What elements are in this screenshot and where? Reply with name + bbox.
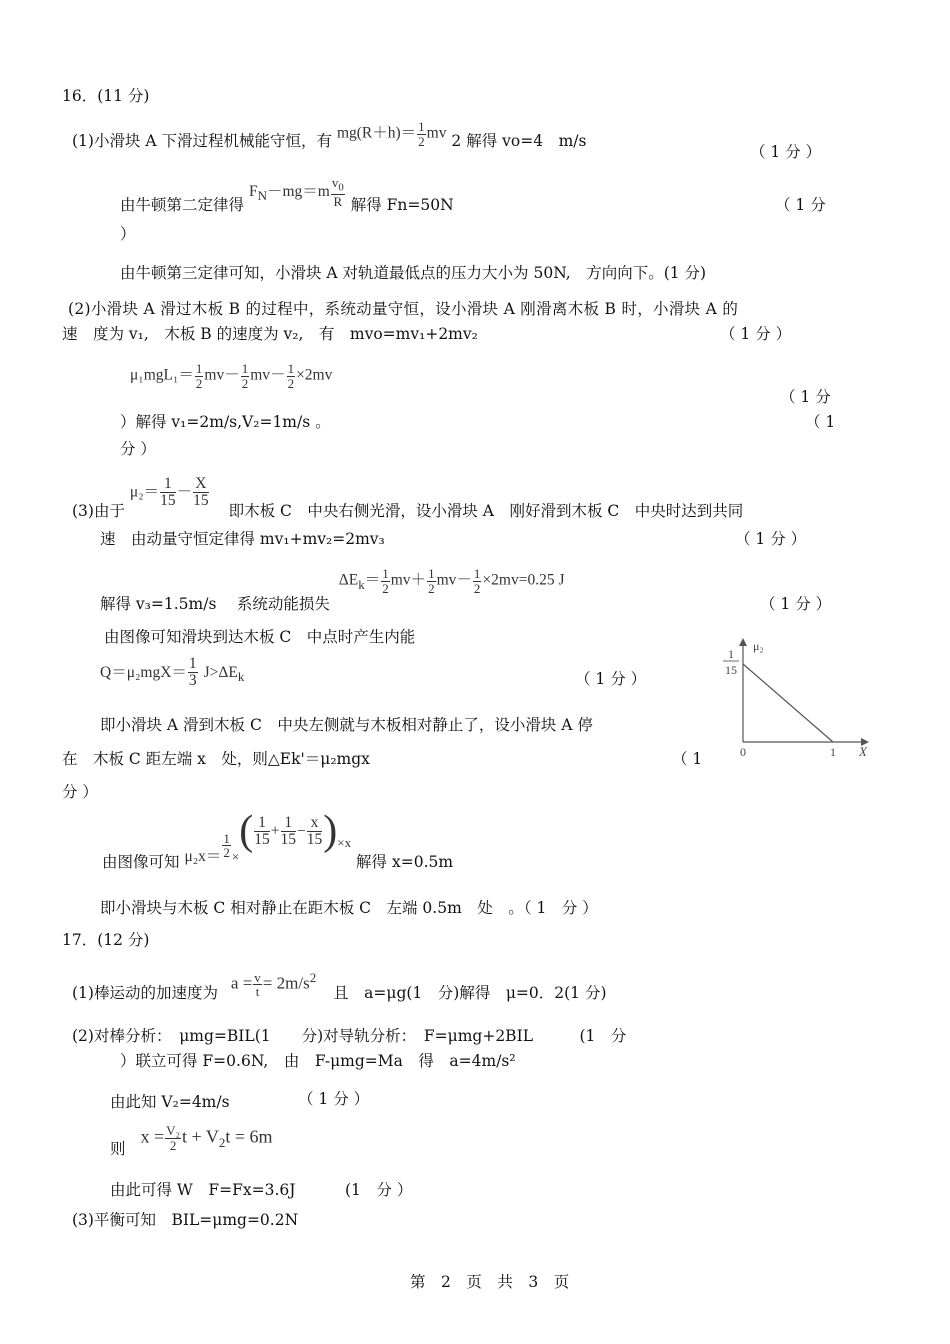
- q16-line-16-lead: 由图像可知: [102, 853, 180, 871]
- eq-t2: －: [224, 366, 240, 384]
- eq-minus: −: [297, 822, 306, 840]
- q17-line-1: [72, 969, 607, 1002]
- q16-score-2: （ 1 分: [775, 196, 826, 214]
- q16-line-14: 在 木板 C 距左端 x 处，则△Ek'＝μ₂mgx: [62, 750, 370, 768]
- q16-line-8-lead: (3)由于: [72, 502, 125, 520]
- frac-den: 15: [160, 492, 176, 510]
- eq-q-tail: J>ΔE: [203, 663, 238, 681]
- eq-eq: ＝: [364, 571, 381, 589]
- q16-eq-integral: [184, 808, 352, 866]
- graph-xtick: 1: [830, 745, 836, 759]
- frac-den: 2: [169, 1137, 177, 1153]
- eq-times: ×: [231, 849, 240, 865]
- q17-line-7: (3)平衡可知 BIL=μmg=0.2N: [72, 1211, 299, 1229]
- frac-num: 1: [188, 655, 197, 672]
- eq-a: mv: [390, 571, 411, 589]
- eq-x: x =: [140, 1126, 165, 1147]
- eq-f-sub: N: [257, 187, 267, 203]
- frac-den: 2: [241, 375, 249, 391]
- q16-line-11: 由图像可知滑块到达木板 C 中点时产生内能: [104, 628, 416, 646]
- q16-line-1: [72, 119, 587, 156]
- q16-score-3: （ 1 分 ）: [720, 325, 792, 343]
- q17-score-2: (1 分 ）: [345, 1181, 413, 1199]
- eq-num: v: [331, 175, 339, 190]
- eq-sub: 2: [218, 1134, 226, 1150]
- eq-lhs: μ₁mgL₁＝: [130, 366, 194, 384]
- eq-q-sub: k: [237, 668, 245, 684]
- mu-x-graph: [715, 630, 875, 760]
- q16-score-1: （ 1 分 ）: [750, 143, 822, 161]
- y-arrow-icon: [739, 638, 747, 646]
- frac-num: 1: [223, 830, 230, 846]
- frac-den: 3: [188, 672, 197, 690]
- graph-origin: 0: [740, 745, 746, 759]
- frac-num: 1: [382, 566, 389, 581]
- q16-line-8: [72, 475, 744, 520]
- graph-xlabel: X: [859, 744, 867, 759]
- q16-heading: 16．(11 分): [62, 87, 150, 105]
- graph-ylabel: μ₂: [753, 639, 764, 653]
- q16-score-6: （ 1 分 ）: [735, 530, 807, 548]
- q16-score-5: （ 1: [805, 413, 836, 431]
- q17-line-4: 由此知 V₂=4m/s: [110, 1093, 230, 1111]
- frac-den: 15: [254, 831, 270, 849]
- q17-eq-accel: [231, 970, 316, 999]
- eq-de-sub: k: [358, 576, 365, 592]
- frac-num: 1: [254, 815, 270, 832]
- q16-eq-friction: [130, 362, 332, 390]
- q16-line-7: ）解得 v₁=2m/s,V₂=1m/s 。: [120, 413, 331, 431]
- eq-den: R: [333, 193, 343, 209]
- q16-score-8: （ 1 分 ）: [575, 670, 647, 688]
- eq-sup: 2: [309, 970, 317, 985]
- frac-den: 2: [382, 580, 389, 596]
- frac-num: V₂: [166, 1123, 181, 1138]
- q16-line-12: [100, 656, 244, 690]
- frac-num: 1: [287, 361, 295, 376]
- q16-score-5-close: 分 ）: [120, 440, 156, 458]
- frac-den: 15: [280, 831, 297, 849]
- eq-q: Q＝μ₂mgX＝: [100, 663, 187, 681]
- q16-line-1-text: (1)小滑块 A 下滑过程机械能守恒，有: [72, 132, 333, 151]
- frac-den: 2: [473, 580, 481, 596]
- q16-line-10-text: 解得 v₃=1.5m/s 系统动能损失: [100, 595, 330, 613]
- q16-eq-energy: [337, 120, 447, 148]
- q16-line-13: 即小滑块 A 滑到木板 C 中央左侧就与木板相对静止了，设小滑块 A 停: [100, 716, 593, 734]
- q17-score-1: （ 1 分 ）: [298, 1090, 370, 1108]
- eq-c: mv: [436, 571, 457, 589]
- eq-t5: ×2mv: [296, 366, 333, 384]
- frac-den: 2: [223, 845, 230, 861]
- q17-line-5: [110, 1123, 273, 1158]
- q16-line-1-tail: 2 解得 vo=4 m/s: [451, 132, 587, 151]
- q17-heading: 17．(12 分): [62, 931, 150, 949]
- eq-e: ×2mv: [482, 571, 519, 589]
- eq-mid: －mg＝m: [266, 182, 330, 200]
- eq-de: ΔE: [338, 571, 359, 589]
- eq-t1: mv: [204, 366, 225, 384]
- eq-t4: －: [270, 366, 286, 384]
- q17-line-1-tail: 且 a=μg(1 分)解得 μ=0．2(1 分): [333, 984, 607, 1002]
- q16-line-2-text: 由牛顿第二定律得: [120, 196, 245, 214]
- eq-num-sub: 0: [338, 181, 344, 194]
- q16-line-10: [100, 566, 565, 613]
- q17-eq-disp: [140, 1124, 272, 1152]
- q17-line-2: (2)对棒分析： μmg=BIL(1 分)对导轨分析： F=μmg+2BIL (1 分: [72, 1027, 627, 1045]
- q16-line-15: 分 ）: [62, 783, 98, 801]
- q16-eq-mu: [130, 476, 210, 510]
- eq-val: = 2m/s: [262, 973, 310, 993]
- frac-num: 1: [281, 815, 297, 832]
- eq-b: ＋: [410, 571, 427, 589]
- q17-line-6: 由此可得 W F=Fx=3.6J: [110, 1181, 296, 1199]
- eq-energy-right: mv: [426, 124, 447, 142]
- q16-score-4: （ 1 分: [780, 388, 831, 406]
- frac-num: 1: [160, 476, 176, 493]
- frac-num: 1: [241, 361, 249, 376]
- frac-num: 1: [473, 566, 481, 581]
- eq-mu: μ₂＝: [129, 483, 160, 501]
- frac-num: v: [254, 969, 261, 985]
- q16-line-9: 速 由动量守恒定律得 mv₁+mv₂=2mv₃: [100, 530, 385, 548]
- q16-line-5: 速 度为 v₁, 木板 B 的速度为 v₂, 有 mvo=mv₁+2mv₂: [62, 325, 478, 343]
- eq-f: F: [248, 182, 258, 200]
- eq-paren-right: ): [323, 808, 338, 854]
- eq-mid: t + V: [182, 1126, 219, 1147]
- q16-line-2: [120, 175, 454, 214]
- graph-line: [743, 664, 833, 742]
- q17-line-3: ）联立可得 F=0.6N, 由 F-μmg=Ma 得 a=4m/s²: [120, 1052, 516, 1070]
- q16-line-4: (2)小滑块 A 滑过木板 B 的过程中，系统动量守恒，设小滑块 A 刚滑离木板 B 时，小滑块 A 的: [68, 300, 739, 318]
- eq-t3: mv: [250, 366, 271, 384]
- eq-plus: +: [270, 822, 280, 840]
- q17-line-1-lead: (1)棒运动的加速度为: [72, 984, 218, 1002]
- eq-end: t = 6m: [225, 1126, 273, 1147]
- eq-f: =0.25 J: [518, 571, 565, 589]
- q16-eq-kinetic: [339, 567, 565, 595]
- q17-line-5-lead: 则: [110, 1140, 126, 1158]
- q16-line-16: [102, 808, 454, 871]
- eq-mu-x: μ₂x＝: [184, 848, 222, 866]
- eq-d: －: [456, 571, 472, 589]
- eq-energy-left: mg(R＋h)＝: [336, 124, 417, 142]
- q16-score-2-close: ）: [120, 225, 136, 243]
- frac-num: X: [193, 476, 209, 493]
- q16-line-3: 由牛顿第三定律可知，小滑块 A 对轨道最低点的压力大小为 50N, 方向向下。(1 分): [120, 264, 707, 282]
- eq-paren-left: (: [239, 808, 254, 854]
- frac-den: 15: [306, 831, 323, 849]
- q16-line-17: 即小滑块与木板 C 相对静止在距木板 C 左端 0.5m 处 。（ 1 分 ）: [100, 899, 598, 917]
- graph-ytick-den: 15: [725, 663, 737, 677]
- q16-line-8-text: 即木板 C 中央右侧光滑，设小滑块 A 刚好滑到木板 C 中央时达到共同: [228, 502, 744, 520]
- graph-ytick-num: 1: [728, 647, 734, 661]
- frac-den: 2: [195, 375, 203, 391]
- frac-den: t: [255, 984, 260, 1000]
- frac-den: 2: [418, 133, 425, 149]
- q16-score-7: （ 1 分 ）: [760, 595, 832, 613]
- q16-eq-newton: [249, 176, 346, 209]
- frac-den: 2: [428, 580, 435, 596]
- q16-score-9: （ 1: [672, 750, 703, 768]
- frac-num: 1: [428, 566, 435, 581]
- q16-line-2-tail: 解得 Fn=50N: [350, 196, 454, 214]
- frac-num: 1: [195, 361, 203, 376]
- eq-minus: －: [176, 483, 193, 501]
- eq-times-x: ×x: [337, 835, 352, 851]
- q16-line-16-tail: 解得 x=0.5m: [356, 853, 454, 871]
- frac-den: 2: [287, 375, 295, 391]
- frac-num: x: [307, 815, 323, 832]
- frac-den: 15: [193, 492, 209, 510]
- eq-a: a =: [230, 973, 253, 993]
- frac-num: 1: [418, 119, 425, 134]
- page-footer: 第 2 页 共 3 页: [410, 1273, 570, 1291]
